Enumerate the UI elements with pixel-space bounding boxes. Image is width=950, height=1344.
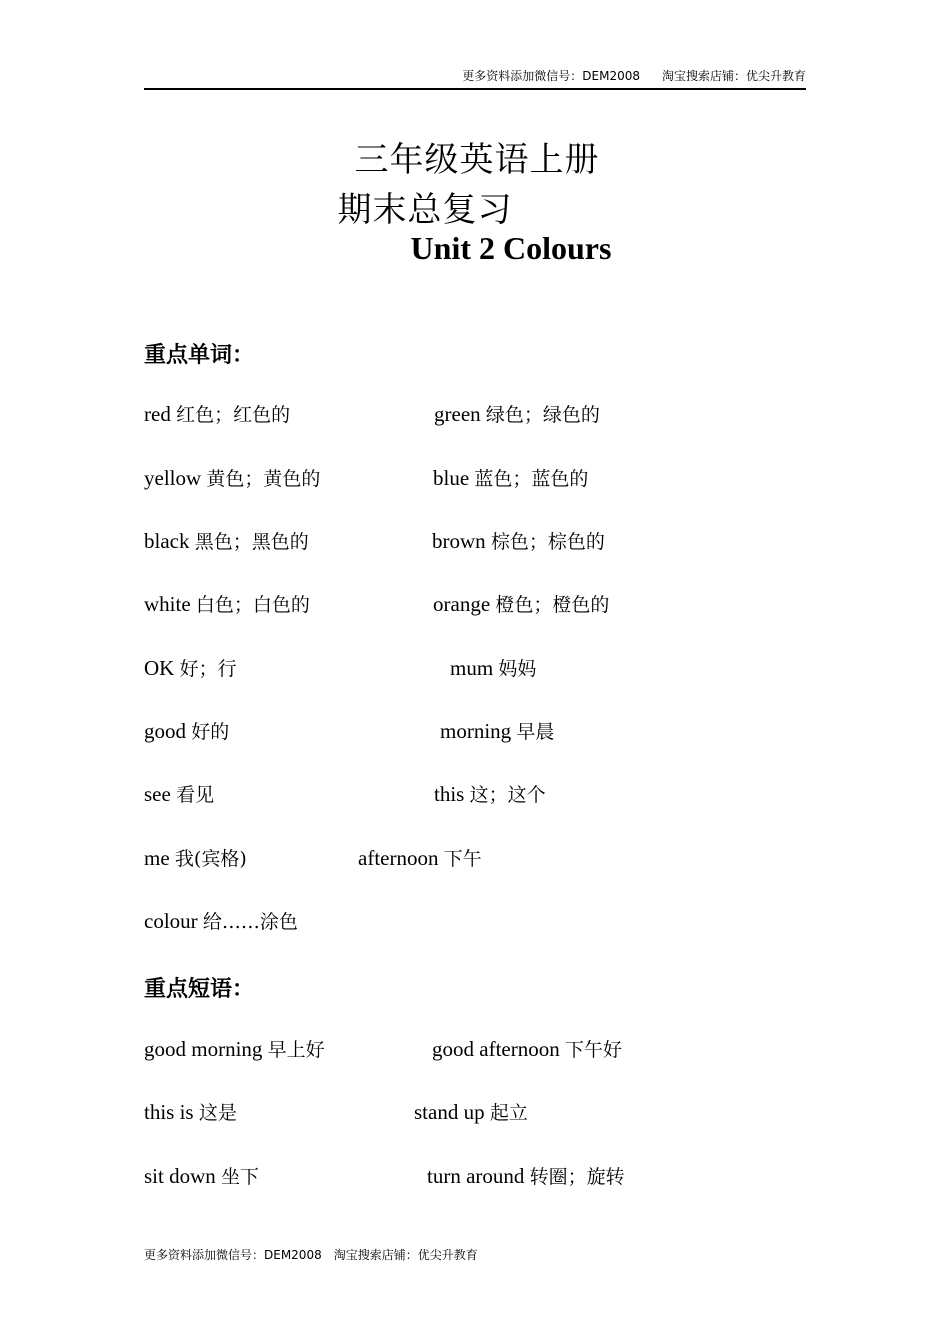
word-item: afternoon 下午 bbox=[358, 846, 482, 870]
header-wechat: 更多资料添加微信号：DEM2008 bbox=[462, 69, 640, 83]
phrases-heading: 重点短语： bbox=[144, 976, 255, 1002]
phrase-item: good afternoon 下午好 bbox=[432, 1037, 622, 1061]
word-item: colour 给……涂色 bbox=[144, 909, 298, 933]
title-unit: Unit 2 Colours bbox=[410, 230, 612, 266]
page-footer bbox=[144, 1246, 478, 1263]
phrase-item: good morning 早上好 bbox=[144, 1037, 325, 1061]
word-item: OK 好；行 bbox=[144, 656, 237, 680]
word-item: me 我(宾格) bbox=[144, 846, 247, 870]
page-header bbox=[144, 66, 806, 90]
word-item: morning 早晨 bbox=[440, 719, 555, 743]
word-item: see 看见 bbox=[144, 782, 215, 806]
footer-wechat: 更多资料添加微信号：DEM2008 bbox=[144, 1248, 322, 1262]
word-item: orange 橙色；橙色的 bbox=[433, 592, 610, 616]
title-grade: 三年级英语上册 bbox=[354, 140, 600, 180]
word-item: white 白色；白色的 bbox=[144, 592, 310, 616]
phrase-item: stand up 起立 bbox=[414, 1100, 528, 1124]
word-item: blue 蓝色；蓝色的 bbox=[433, 466, 589, 490]
word-item: yellow 黄色；黄色的 bbox=[144, 466, 321, 490]
word-item: red 红色；红色的 bbox=[144, 402, 291, 426]
word-item: brown 棕色；棕色的 bbox=[432, 529, 605, 553]
words-heading: 重点单词： bbox=[144, 342, 255, 368]
footer-taobao: 淘宝搜索店铺：优尖升教育 bbox=[333, 1248, 478, 1262]
word-item: mum 妈妈 bbox=[450, 656, 537, 680]
phrase-item: sit down 坐下 bbox=[144, 1164, 260, 1188]
phrase-item: this is 这是 bbox=[144, 1100, 237, 1124]
word-item: black 黑色；黑色的 bbox=[144, 529, 309, 553]
header-taobao: 淘宝搜索店铺：优尖升教育 bbox=[661, 69, 806, 83]
word-item: good 好的 bbox=[144, 719, 230, 743]
word-item: green 绿色；绿色的 bbox=[434, 402, 600, 426]
title-review: 期末总复习 bbox=[337, 190, 513, 230]
phrase-item: turn around 转圈；旋转 bbox=[427, 1164, 625, 1188]
word-item: this 这；这个 bbox=[434, 782, 546, 806]
